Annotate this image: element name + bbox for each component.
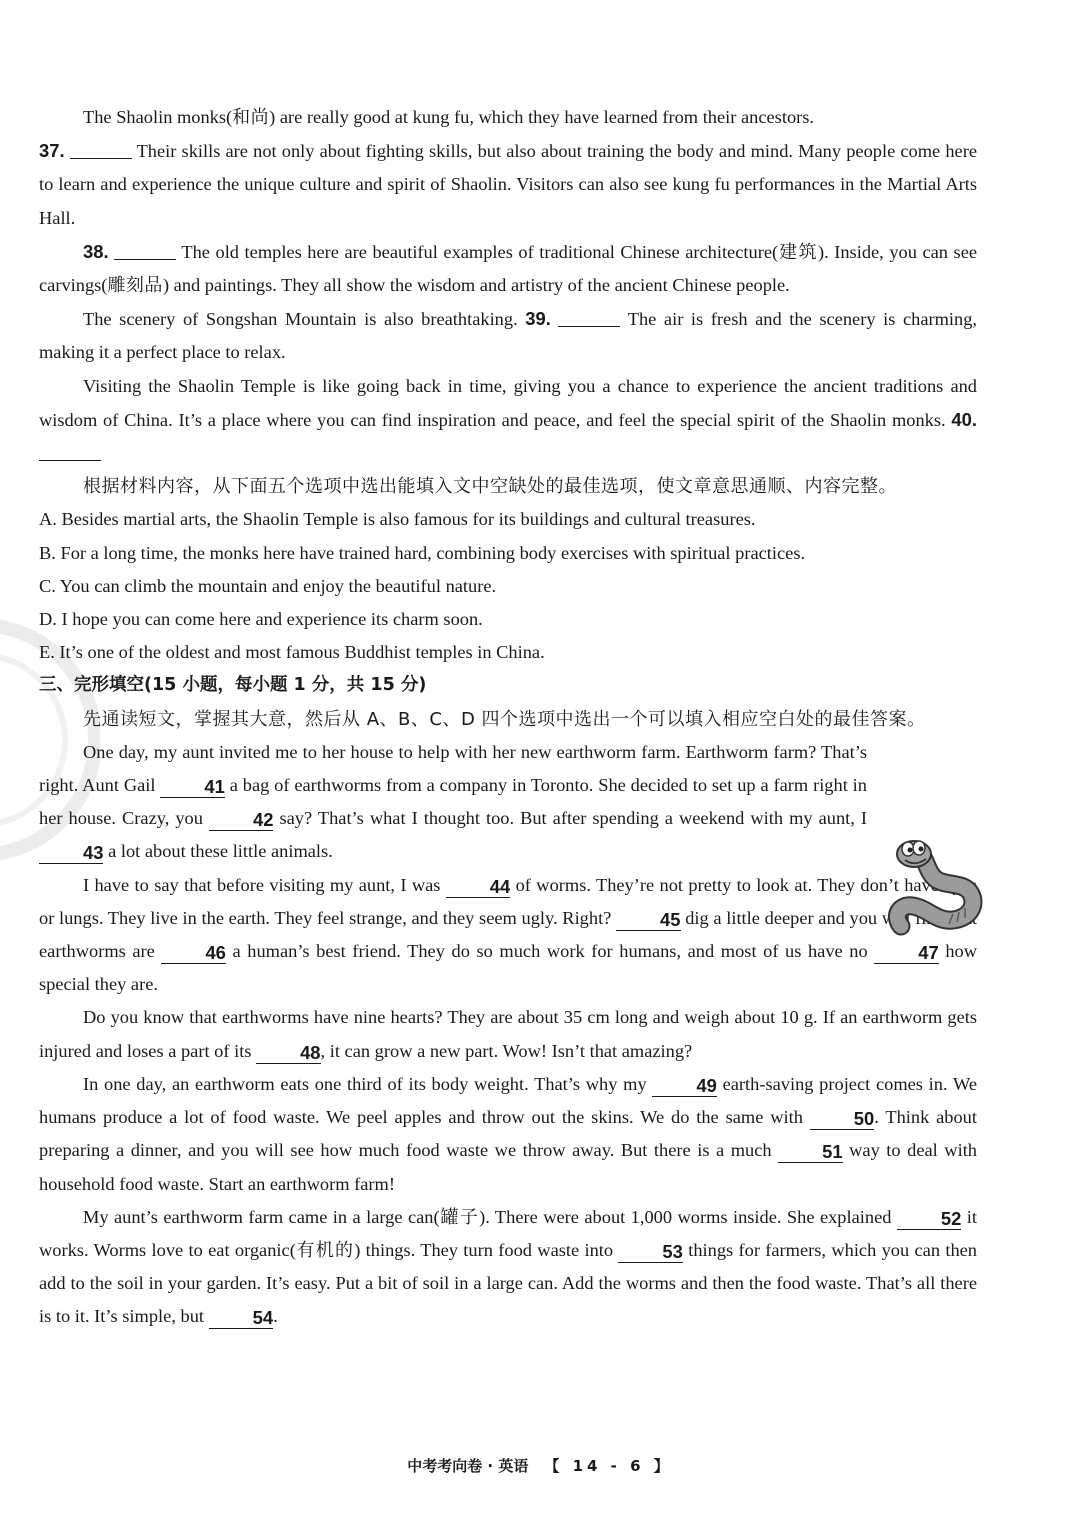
cloze-blank-54[interactable]: 54 [209, 1308, 273, 1329]
cloze-blank-47[interactable]: 47 [874, 943, 938, 964]
cloze-paragraph-3: Do you know that earthworms have nine hearts? They are about 35 cm long and weigh about 10 g. If an earthworm gets injured and loses a part of its 48, it can grow a new part. Wow! Isn’t that amazing? [39, 1007, 977, 1063]
cloze-paragraph-5: My aunt’s earthworm farm came in a large can(罐子). There were about 1,000 worms inside. She explained 52 it works. Worms love to eat organic(有机的) things. They turn food waste into 53 things for farmers, which you can then add to the soil in your garden. It’s easy. Put a bit of soil in a large can. Add the worms and then the food waste. That’s all there is to it. It’s simple, but 54. [39, 1206, 978, 1329]
cloze-blank-44[interactable]: 44 [446, 877, 510, 898]
section-title-cloze: 三、完形填空(15 小题，每小题 1 分，共 15 分) [39, 675, 427, 696]
answer-blank-38[interactable] [114, 239, 176, 260]
paragraph-visiting: Visiting the Shaolin Temple is like going back in time, giving you a chance to experience the ancient traditions and wisdom of China. It’s a place where you can find inspiration and peace, and feel the special spirit of the Shaolin monks. 40. [39, 370, 977, 471]
question-number-40: 40. [951, 408, 977, 430]
answer-blank-40[interactable] [39, 440, 101, 461]
paragraph-scenery: The scenery of Songshan Mountain is also breathtaking. 39. The air is fresh and the scenery is charming, making it a perfect place to relax. [39, 308, 978, 363]
section-instruction-cloze: 先通读短文，掌握其大意，然后从 A、B、C、D 四个选项中选出一个可以填入相应空白处的最佳答案。 [83, 708, 926, 730]
cloze-blank-48[interactable]: 48 [256, 1043, 320, 1064]
cloze-blank-43[interactable]: 43 [39, 843, 103, 864]
question-number-37: 37. [39, 140, 65, 162]
cloze-blank-51[interactable]: 51 [778, 1142, 842, 1163]
earthworm-illustration [887, 836, 983, 936]
paragraph-shaolin-monks: The Shaolin monks(和尚) are really good at kung fu, which they have learned from their ancestors. 37. Their skills are not only about fighting skills, but also about training the body and mind. Many people come here to learn and experience the unique culture and spirit of Shaolin. Visitors can also see kung fu performances in the Martial Arts Hall. [39, 107, 977, 228]
cloze-paragraph-2: I have to say that before visiting my aunt, I was 44 of worms. They’re not pretty to look at. They don’t have eyes or lungs. They live in the earth. They feel strange, and they seem ugly. Right? 45 dig a little deeper and you will find that earthworms are 46 a human’s best friend. They do so much work for humans, and most of us have no 47 how special they are. [39, 874, 977, 995]
page-content [39, 101, 977, 1334]
option-a: A. Besides martial arts, the Shaolin Temple is also famous for its buildings and cultural treasures. [39, 509, 756, 530]
cloze-blank-46[interactable]: 46 [161, 943, 225, 964]
cloze-blank-49[interactable]: 49 [652, 1076, 716, 1097]
cloze-blank-50[interactable]: 50 [810, 1109, 874, 1130]
footer-page-number: 【 14 - 6 】 [544, 1457, 673, 1475]
footer-title: 中考考向卷 · 英语 [407, 1457, 529, 1475]
cloze-blank-41[interactable]: 41 [160, 777, 224, 798]
cloze-blank-42[interactable]: 42 [209, 810, 273, 831]
cloze-paragraph-1: One day, my aunt invited me to her house to help with her new earthworm farm. Earthworm farm? That’s right. Aunt Gail 41 a bag of earthworms from a company in Toronto. She decided to set up a farm right in her house. Crazy, you 42 say? That’s what I thought too. But after spending a weekend with my aunt, I 43 a lot about these little animals. [39, 741, 867, 864]
question-number-39: 39. [525, 308, 551, 330]
paragraph-temples: 38. The old temples here are beautiful examples of traditional Chinese architecture(建筑). Inside, you can see carvings(雕刻品) and paintings. They all show the wisdom and artistry of the ancient Chinese people. [39, 240, 978, 297]
answer-blank-37[interactable] [70, 138, 132, 159]
cloze-blank-52[interactable]: 52 [897, 1209, 961, 1230]
instruction-chinese: 根据材料内容，从下面五个选项中选出能填入文中空缺处的最佳选项，使文章意思通顺、内容完整。 [83, 476, 897, 498]
cloze-blank-45[interactable]: 45 [616, 910, 680, 931]
cloze-blank-53[interactable]: 53 [618, 1242, 682, 1263]
option-e: E. It’s one of the oldest and most famous Buddhist temples in China. [39, 642, 545, 663]
cloze-paragraph-4: In one day, an earthworm eats one third of its body weight. That’s why my 49 earth-saving project comes in. We humans produce a lot of food waste. We peel apples and throw out the skins. We do the same with 50. Think about preparing a dinner, and you will see how much food waste we throw away. But there is a much 51 way to deal with household food waste. Start an earthworm farm! [39, 1073, 978, 1194]
answer-blank-39[interactable] [558, 306, 620, 327]
option-c: C. You can climb the mountain and enjoy the beautiful nature. [39, 575, 497, 596]
page-footer [0, 1455, 1080, 1476]
option-d: D. I hope you can come here and experience its charm soon. [39, 609, 483, 630]
question-number-38: 38. [83, 240, 109, 262]
option-b: B. For a long time, the monks here have trained hard, combining body exercises with spiritual practices. [39, 542, 806, 563]
